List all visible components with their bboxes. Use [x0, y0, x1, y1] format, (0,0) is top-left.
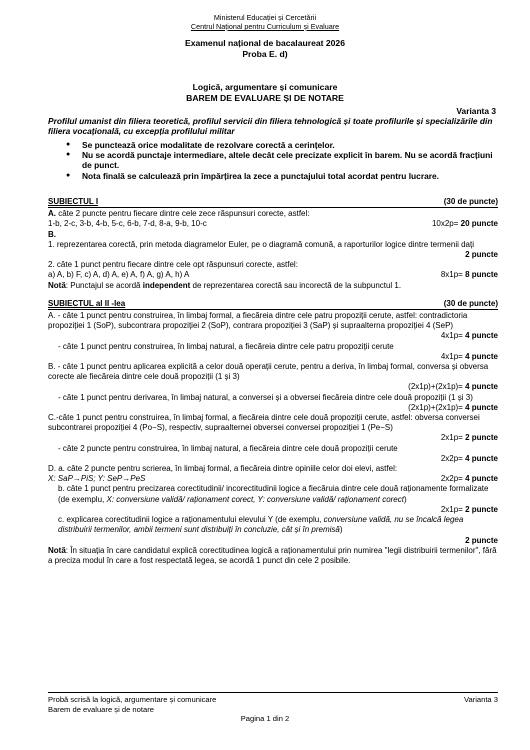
- footer-subject: Probă scrisă la logică, argumentare și comunicare: [48, 695, 217, 704]
- subject-name: Logică, argumentare și comunicare: [192, 82, 338, 92]
- s1-a-answers: 1-b, 2-c, 3-b, 4-b, 5-c, 6-b, 7-d, 8-a, 9-b, 10-c 10x2p= 20 puncte: [48, 219, 498, 229]
- section-1-title: SUBIECTUL I: [48, 197, 99, 206]
- barem-title: BAREM DE EVALUARE ȘI DE NOTARE: [186, 92, 344, 103]
- barem-content: SUBIECTUL I (30 de puncte) A. câte 2 puncte pentru fiecare dintre cele zece răspunsuri corecte, astfel: 1-b, 2-c, 3-b, 4-b, 5-c, 6-b, 7-d, 8-a, 9-b, 10-c 10x2p= 20 puncte B. 1. reprezentarea corectă, prin metoda diagramelor Euler, pe o diagramă comună, a raporturilor logice dintre termenii dați 2 puncte 2. câte 1 punct pentru fiecare dintre cele opt răspunsuri corecte, astfel: a) A, b) F, c) A, d) A, e) A, f) A, g) A, h) A 8x1p= 8 puncte Notă: Punctajul se acordă independent de reprezentarea corectă sau incorectă de la subpunctul 1. SUBIECTUL al II -lea (30 de puncte) A. - câte 1 punct pentru construirea, în limbaj formal, a fiecăreia dintre cele patru propoziții cerute, astfel: contradictoria propoziției 1 (SoP), subcontrara propoziției 2 (SoP), contrara propoziției 3 (SaP) și supraalterna propoziției 4 (SeP) 4x1p= 4 puncte - câte 1 punct pentru construirea, în limbaj natural, a fiecăreia dintre cele patru propoziții cerute 4x1p= 4 puncte B. - câte 1 punct pentru aplicarea explicită a celor două operații cerute, pentru a deriva, în limbaj formal, conversa și obversa corecte ale fiecăreia dintre cele două propoziții (1 și 3) (2x1p)+(2x1p)= 4 puncte - câte 1 punct pentru derivarea, în limbaj natural, a conversei și a obversei fiecăreia dintre cele două propoziții (1 și 3) (2x1p)+(2x1p)= 4 puncte C.-câte 1 punct pentru construirea, în limbaj formal, a fiecăreia dintre cele două propoziții cerute, astfel: obversa conversei subcontrarei propoziției 4 (Po−S), respectiv, supraalternei obversei conversei propoziției 1 (Pe−S) 2x1p= 2 puncte - câte 2 puncte pentru construirea, în limbaj natural, a fiecăreia dintre cele două propoziții cerute 2x2p= 4 puncte D. a. câte 2 puncte pentru scrierea, în limbaj formal, a fiecăreia dintre opiniile celor doi elevi, astfel: X: SaP→PiS; Y: SeP→PeS 2x2p= 4 puncte b. câte 1 punct pentru precizarea corectitudinii/ incorectitudinii logice a fiecăruia dintre cele două raționamente formalizate (de exemplu, X: conversiune validă/ raționament corect, Y: conversiune validă/ raționament corect) 2x1p= 2 puncte c. explicarea corectitudinii logice a raționamentului elevului Y (de exemplu, conversiune validă, nu se încalcă legea distribuirii termenilor, ambii termeni sunt distribuiți în concluzie, cât și în premisă) 2 puncte Notă: În situația în care candidatul explică corectitudinea logică a raționamentului prin numirea "legii distribuirii termenilor", fără a preciza modul în care a fost respectată legea, se acordă 1 punct din cele 2 posibile.: [48, 197, 498, 565]
- s2-note: Notă: În situația în care candidatul explică corectitudinea logică a raționamentului prin numirea "legii distribuirii termenilor", fără a preciza modul în care a fost respectată legea, se acordă 1 punct din cele 2 posibile.: [48, 545, 497, 565]
- s2-b2-text: - câte 1 punct pentru derivarea, în limbaj natural, a conversei și a obversei fiecăreia dintre cele două propoziții (1 și 3): [58, 392, 473, 402]
- instruction-item: ● Se punctează orice modalitate de rezolvare corectă a cerințelor.: [66, 140, 498, 150]
- ministry-header: [0, 13, 530, 31]
- page-footer: [48, 692, 498, 714]
- instruction-item: ● Nota finală se calculează prin împărțirea la zece a punctajului total acordat pentru lucrare.: [66, 171, 498, 181]
- s2-d1-text: D. a. câte 2 puncte pentru scrierea, în limbaj formal, a fiecăreia dintre opiniile celor doi elevi, astfel:: [48, 464, 398, 474]
- s2-a2-text: - câte 1 punct pentru construirea, în limbaj natural, a fiecăreia dintre cele patru propoziții cerute: [58, 341, 394, 351]
- s1-note: Notă: Punctajul se acordă independent de reprezentarea corectă sau incorectă de la subpunctul 1.: [48, 280, 402, 290]
- s2-d3-text: c. explicarea corectitudinii logice a raționamentului elevului Y (de exemplu, conversiune validă, nu se încalcă legea distribuirii termenilor, ambii termeni sunt distribuiți în concluzie, cât și în premisă): [58, 515, 464, 535]
- exam-title: [0, 38, 530, 59]
- exam-name: Examenul național de bacalaureat 2026: [184, 38, 345, 48]
- section-2-title: SUBIECTUL al II -lea: [48, 298, 126, 308]
- ministry-name: Ministerul Educației și Cercetării: [213, 13, 317, 22]
- s1-b1-text: 1. reprezentarea corectă, prin metoda diagramelor Euler, pe o diagramă comună, a raporturilor logice dintre termenii dați: [48, 239, 474, 249]
- profile-text: Profilul umanist din filiera teoretică, profilul servicii din filiera tehnologică și toate profilurile și specializările din filiera vocațională, cu excepția profilului militar: [48, 116, 493, 136]
- center-name: Centrul Național pentru Curriculum și Evaluare: [190, 22, 340, 31]
- exam-proba: Proba E. d): [242, 48, 288, 59]
- section-1-header: [48, 197, 498, 208]
- s2-c1-text: C.-câte 1 punct pentru construirea, în limbaj formal, a fiecăreia dintre cele două propoziții cerute, astfel: obversa conversei subcontrarei propoziției 4 (Po−S), respectiv, supraalternei obversei conversei propoziției 1 (Pe−S): [48, 413, 480, 433]
- footer-variant: Varianta 3: [463, 695, 498, 704]
- section-2-header: [48, 299, 498, 310]
- s2-d2-text: b. câte 1 punct pentru precizarea corectitudinii/ incorectitudinii logice a fiecăruia dintre cele două raționamente formalizate (de exemplu, X: conversiune validă/ raționament corect, Y: conversiune validă/ raționament corect): [58, 484, 489, 504]
- section-2-points: (30 de puncte): [443, 298, 498, 308]
- footer-barem: Barem de evaluare și de notare: [48, 704, 154, 714]
- page-number: Pagina 1 din 2: [240, 714, 290, 723]
- instruction-item: ● Nu se acordă punctaje intermediare, altele decât cele precizate explicit în barem. Nu se acordă fracțiuni de punct.: [66, 150, 498, 170]
- section-1-points: (30 de puncte): [443, 197, 498, 206]
- instructions-list: [66, 140, 498, 181]
- s1-b2-text: 2. câte 1 punct pentru fiecare dintre cele opt răspunsuri corecte, astfel:: [48, 260, 298, 270]
- s1-b-label: B.: [48, 229, 56, 239]
- s2-a1-text: A. - câte 1 punct pentru construirea, în limbaj formal, a fiecăreia dintre cele patru propoziții cerute, astfel: contradictoria propoziției 1 (SoP), subcontrara propoziției 2 (SoP), contrara propoziției 3 (SaP) și supraalterna propoziției 4 (SeP): [48, 311, 468, 331]
- variant-label: Varianta 3: [456, 106, 496, 116]
- s1-a-intro: A. câte 2 puncte pentru fiecare dintre cele zece răspunsuri corecte, astfel:: [48, 209, 310, 219]
- s1-b1-score-row: 2 puncte: [465, 250, 498, 260]
- s2-b1-text: B. - câte 1 punct pentru aplicarea explicită a celor două operații cerute, pentru a deriva, în limbaj formal, conversa și obversa corecte ale fiecăreia dintre cele două propoziții (1 și 3): [48, 362, 489, 382]
- s1-b2-answers: a) A, b) F, c) A, d) A, e) A, f) A, g) A, h) A 8x1p= 8 puncte: [48, 270, 498, 280]
- subject-title: [0, 82, 530, 103]
- s2-c2-text: - câte 2 puncte pentru construirea, în limbaj natural, a fiecăreia dintre cele două propoziții cerute: [58, 443, 398, 453]
